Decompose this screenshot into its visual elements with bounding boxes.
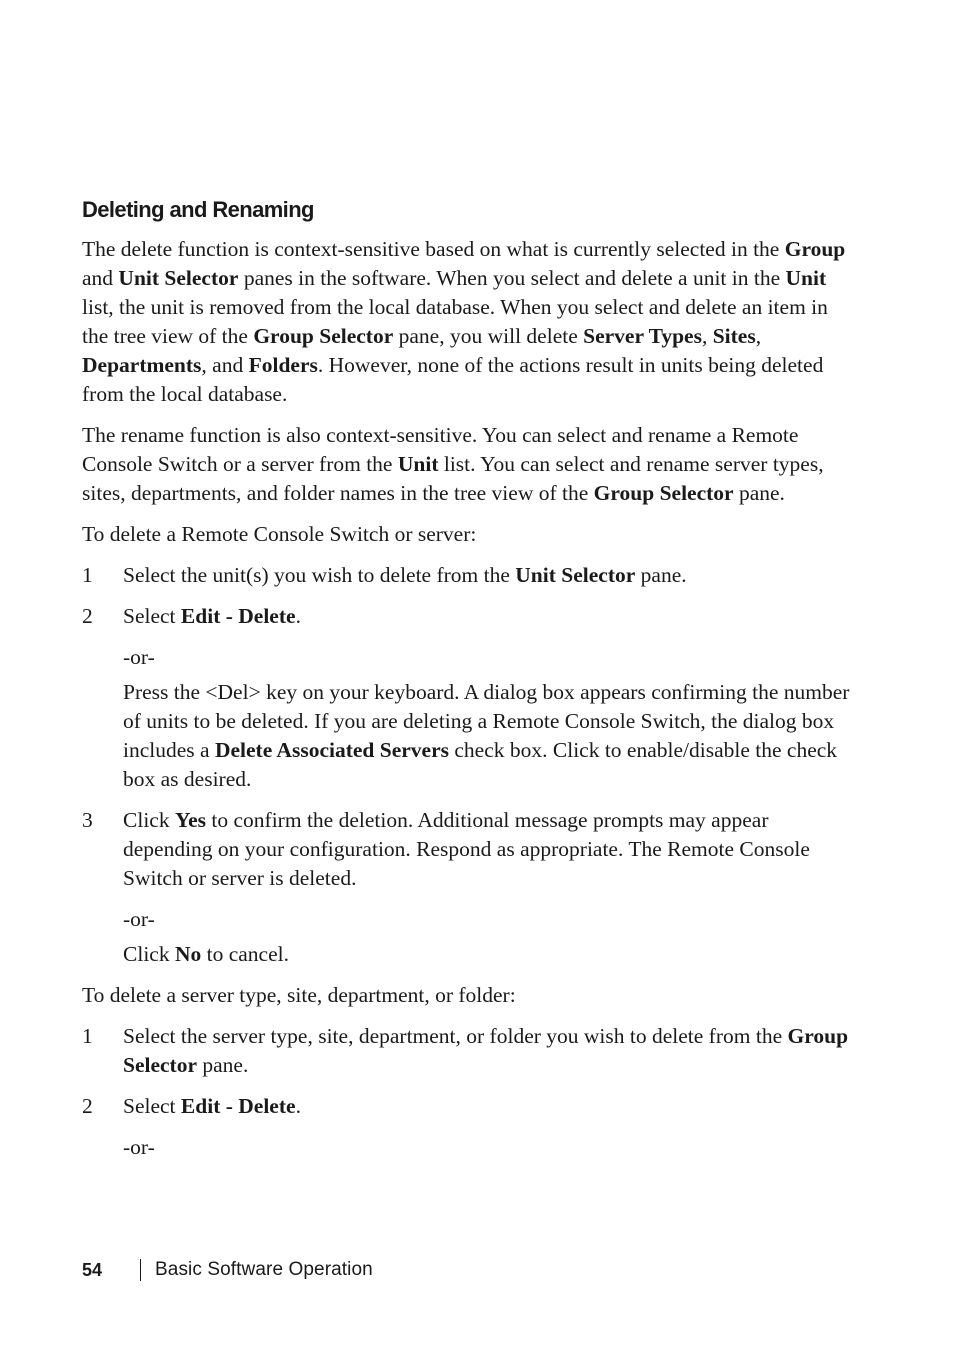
list-item <box>82 561 852 590</box>
step-text: Click Yes to confirm the deletion. Additional message prompts may appear depending on your configuration. Respond as appropriate. The Remote Console Switch or server is deleted. <box>123 808 810 890</box>
page-number: 54 <box>82 1260 103 1280</box>
step-text: Select the unit(s) you wish to delete from the Unit Selector pane. <box>123 563 687 587</box>
step-text: Select Edit - Delete. <box>123 604 301 628</box>
list-item <box>82 1022 852 1080</box>
or-separator: -or- <box>123 1135 155 1159</box>
list-item <box>82 1092 852 1121</box>
paragraph-rename-function: The rename function is also context-sensitive. You can select and rename a Remote Console Switch or a server from the Unit list. You can select and rename server types, sites, departments, and folder names in the tree view of the Group Selector pane. <box>82 423 824 505</box>
step-number: 1 <box>82 1024 93 1048</box>
step-number: 2 <box>82 1094 93 1118</box>
step-alternative-text: Click No to cancel. <box>123 942 289 966</box>
intro-delete-group: To delete a server type, site, department, or folder: <box>82 983 516 1007</box>
intro-delete-switch: To delete a Remote Console Switch or server: <box>82 522 477 546</box>
step-number: 3 <box>82 808 93 832</box>
step-number: 2 <box>82 604 93 628</box>
or-separator: -or- <box>123 907 155 931</box>
step-number: 1 <box>82 563 93 587</box>
section-heading: Deleting and Renaming <box>82 197 314 222</box>
or-separator: -or- <box>123 645 155 669</box>
footer-divider <box>140 1259 141 1281</box>
footer-section-title: Basic Software Operation <box>155 1259 373 1280</box>
page-content <box>82 195 852 1168</box>
page-footer <box>82 1257 373 1283</box>
list-item <box>82 806 852 893</box>
step-text: Select the server type, site, department, or folder you wish to delete from the Group Selector pane. <box>123 1024 849 1077</box>
step-text: Select Edit - Delete. <box>123 1094 301 1118</box>
paragraph-delete-function: The delete function is context-sensitive based on what is currently selected in the Group and Unit Selector panes in the software. When you select and delete a unit in the Unit list, the unit is removed from the local database. When you select and delete an item in the tree view of the Group Selector pane, you will delete Server Types, Sites, Departments, and Folders. However, none of the actions result in units being deleted from the local database. <box>82 237 846 406</box>
list-item <box>82 602 852 631</box>
step-alternative-text: Press the <Del> key on your keyboard. A dialog box appears confirming the number of units to be deleted. If you are deleting a Remote Console Switch, the dialog box includes a Delete Associated Servers check box. Click to enable/disable the check box as desired. <box>123 680 850 791</box>
